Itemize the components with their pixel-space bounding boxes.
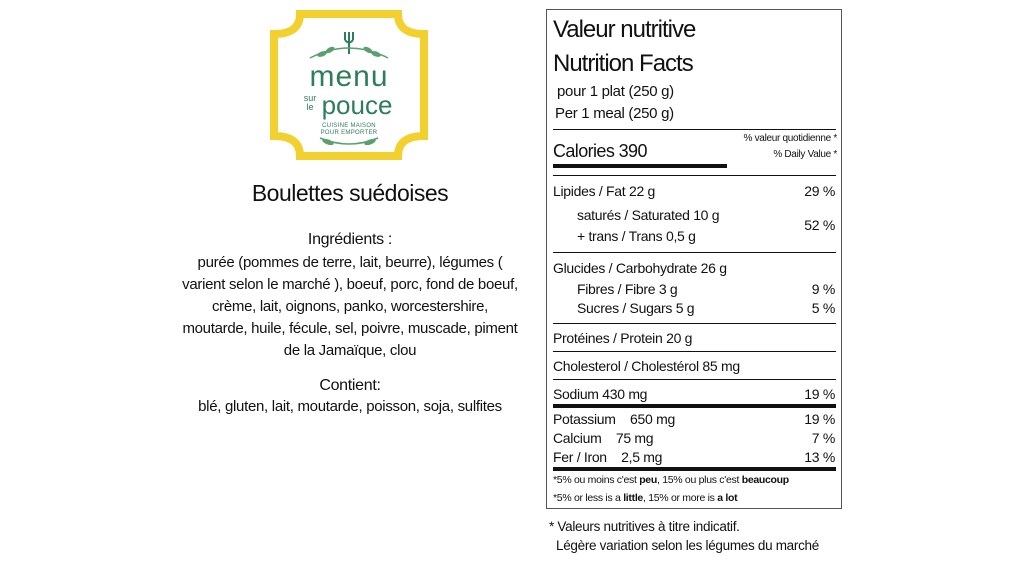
protein-row [553, 330, 692, 346]
fibre-label: Fibres / Fibre [577, 281, 656, 297]
footnote-fr [553, 474, 789, 486]
cholesterol-value: 85 mg [702, 358, 740, 374]
fibre-row [577, 281, 677, 297]
fat-percent: 29 % [804, 183, 835, 199]
footnote-en-text: *5% or less is a [553, 492, 624, 504]
fat-label: Lipides / Fat [553, 183, 626, 199]
saturated-label: saturés / Saturated [577, 207, 690, 223]
footnote-en-text-2: , 15% or more is [642, 492, 718, 504]
minerals-rule [553, 467, 836, 471]
calcium-row [553, 430, 653, 446]
contains-heading: Contient: [319, 377, 381, 394]
footnote-fr-little: peu [639, 474, 657, 486]
serving-size-fr: pour 1 plat (250 g) [557, 83, 674, 100]
logo-tagline-1: CUISINE MAISON [322, 123, 376, 129]
fat-row [553, 183, 655, 199]
saturated-row [577, 207, 719, 223]
iron-row [553, 449, 662, 465]
divider [553, 175, 836, 176]
fibre-value: 3 g [658, 281, 678, 297]
divider [553, 323, 836, 324]
footnote-en-lot: a lot [717, 492, 738, 504]
footnote-en [553, 492, 737, 504]
cholesterol-label: Cholesterol / Cholestérol [553, 358, 699, 374]
divider [553, 252, 836, 253]
iron-percent: 13 % [804, 449, 835, 465]
trans-row [577, 228, 696, 244]
carbohydrate-label: Glucides / Carbohydrate [553, 260, 698, 276]
sodium-percent: 19 % [804, 386, 835, 402]
cholesterol-row [553, 358, 740, 374]
sugars-label: Sucres / Sugars [577, 300, 673, 316]
fibre-percent: 9 % [811, 281, 835, 297]
divider [553, 379, 836, 380]
iron-value: 2,5 mg [621, 449, 663, 465]
potassium-label: Potassium [553, 411, 616, 427]
disclaimer-line-2: Légère variation selon les légumes du marché [556, 538, 819, 553]
iron-label: Fer / Iron [553, 449, 607, 465]
saturated-trans-percent: 52 % [804, 217, 835, 233]
logo-word-pouce: pouce [321, 90, 393, 120]
calcium-label: Calcium [553, 430, 602, 446]
divider [553, 351, 836, 352]
potassium-percent: 19 % [804, 411, 835, 427]
protein-label: Protéines / Protein [553, 330, 663, 346]
divider [553, 129, 836, 130]
carbohydrate-row [553, 260, 727, 276]
footnote-fr-text-2: , 15% ou plus c'est [656, 474, 742, 486]
nutrition-facts-table [546, 9, 842, 509]
contains-text: blé, gluten, lait, moutarde, poisson, soja, sulfites [198, 398, 502, 415]
potassium-row [553, 411, 675, 427]
saturated-value: 10 g [693, 207, 720, 223]
logo-word-sur-le: sur le [303, 93, 317, 112]
nutrition-title-en: Nutrition Facts [553, 50, 693, 77]
fat-value: 22 g [628, 183, 656, 199]
carbohydrate-value: 26 g [700, 260, 727, 276]
sodium-value: 430 mg [602, 386, 648, 402]
protein-value: 20 g [666, 330, 693, 346]
calories: Calories 390 [553, 141, 647, 161]
ingredients-text: purée (pommes de terre, lait, beurre), légumes ( varient selon le marché ), boeuf, porc, fond de boeuf, crème, lait, oignons, panko, worcestershire, moutarde, huile, fécule, sel, poivre, muscade, piment de la Jamaïque, clou [182, 254, 518, 359]
sugars-percent: 5 % [811, 300, 835, 316]
ingredients-heading: Ingrédients : [307, 231, 393, 248]
calories-rule [553, 164, 727, 168]
trans-value: 0,5 g [665, 228, 696, 244]
sodium-row [553, 386, 647, 402]
sodium-label: Sodium [553, 386, 599, 402]
footnote-fr-text: *5% ou moins c'est [553, 474, 640, 486]
logo-tagline-2: POUR EMPORTER [320, 130, 378, 136]
sugars-row [577, 300, 694, 316]
footnote-en-little: little [623, 492, 643, 504]
calcium-value: 75 mg [615, 430, 654, 446]
serving-size-en: Per 1 meal (250 g) [555, 105, 674, 122]
trans-label: + trans / Trans [577, 228, 663, 244]
daily-value-header-fr: % valeur quotidienne * [743, 133, 837, 144]
nutrition-title-fr: Valeur nutritive [553, 16, 696, 43]
sugars-value: 5 g [675, 300, 695, 316]
brand-logo [270, 10, 428, 160]
logo-word-menu: menu [309, 60, 389, 93]
disclaimer-line-1: * Valeurs nutritives à titre indicatif. [549, 519, 740, 534]
calcium-percent: 7 % [811, 430, 835, 446]
sodium-rule [553, 404, 836, 408]
daily-value-header-en: % Daily Value * [773, 149, 837, 160]
dish-name: Boulettes suédoises [251, 180, 449, 206]
footnote-fr-lot: beaucoup [741, 474, 789, 486]
potassium-value: 650 mg [630, 411, 675, 427]
